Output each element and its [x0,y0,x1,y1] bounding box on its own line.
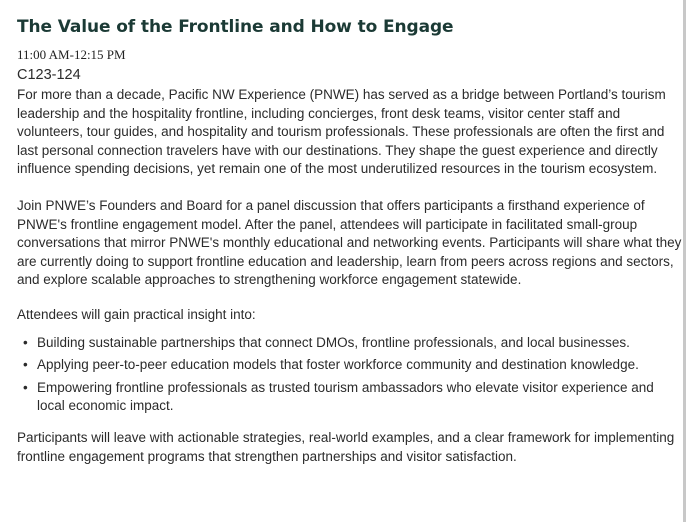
list-item-text: Applying peer-to-peer education models that foster workforce community and destination knowledge. [37,357,639,373]
description-paragraph: Join PNWE’s Founders and Board for a panel discussion that offers participants a firsthand experience of PNWE's frontline engagement model. After the panel, attendees will participate in facilitated small-group conversations that mirror PNWE's monthly educational and networking events. Participants will share what they are currently doing to support frontline education and leadership, learn from peers across regions and sectors, and explore scalable approaches to strengthening workforce engagement statewide. [17,197,682,288]
list-item-text: Empowering frontline professionals as trusted tourism ambassadors who elevate visitor experience and local economic impact. [37,379,654,414]
session-room: C123-124 [17,67,81,83]
session-title: The Value of the Frontline and How to Engage [17,17,454,37]
insight-intro: Attendees will gain practical insight into: [17,306,256,322]
bullet-icon: • [23,334,28,350]
list-item [17,356,685,375]
session-time: 11:00 AM-12:15 PM [17,47,126,62]
description-paragraph: For more than a decade, Pacific NW Experience (PNWE) has served as a bridge between Portland’s tourism leadership and the hospitality frontline, including concierges, front desk teams, visitor center staff and volunteers, tour guides, and hospitality and tourism professionals. These professionals are often the first and last personal connection travelers have with our destinations. They shape the guest experience and directly influence spending decisions, yet remain one of the most underutilized resources in the tourism ecosystem. [17,87,666,177]
list-item [17,379,685,416]
closing-paragraph: Participants will leave with actionable strategies, real-world examples, and a clear framework for implementing frontline engagement programs that strengthen partnerships and visitor satisfaction. [17,429,675,464]
bullet-icon: • [23,357,28,373]
list-item [17,334,685,353]
list-item-text: Building sustainable partnerships that connect DMOs, frontline professionals, and local businesses. [37,334,630,350]
insight-list [17,334,685,416]
bullet-icon: • [23,379,28,395]
